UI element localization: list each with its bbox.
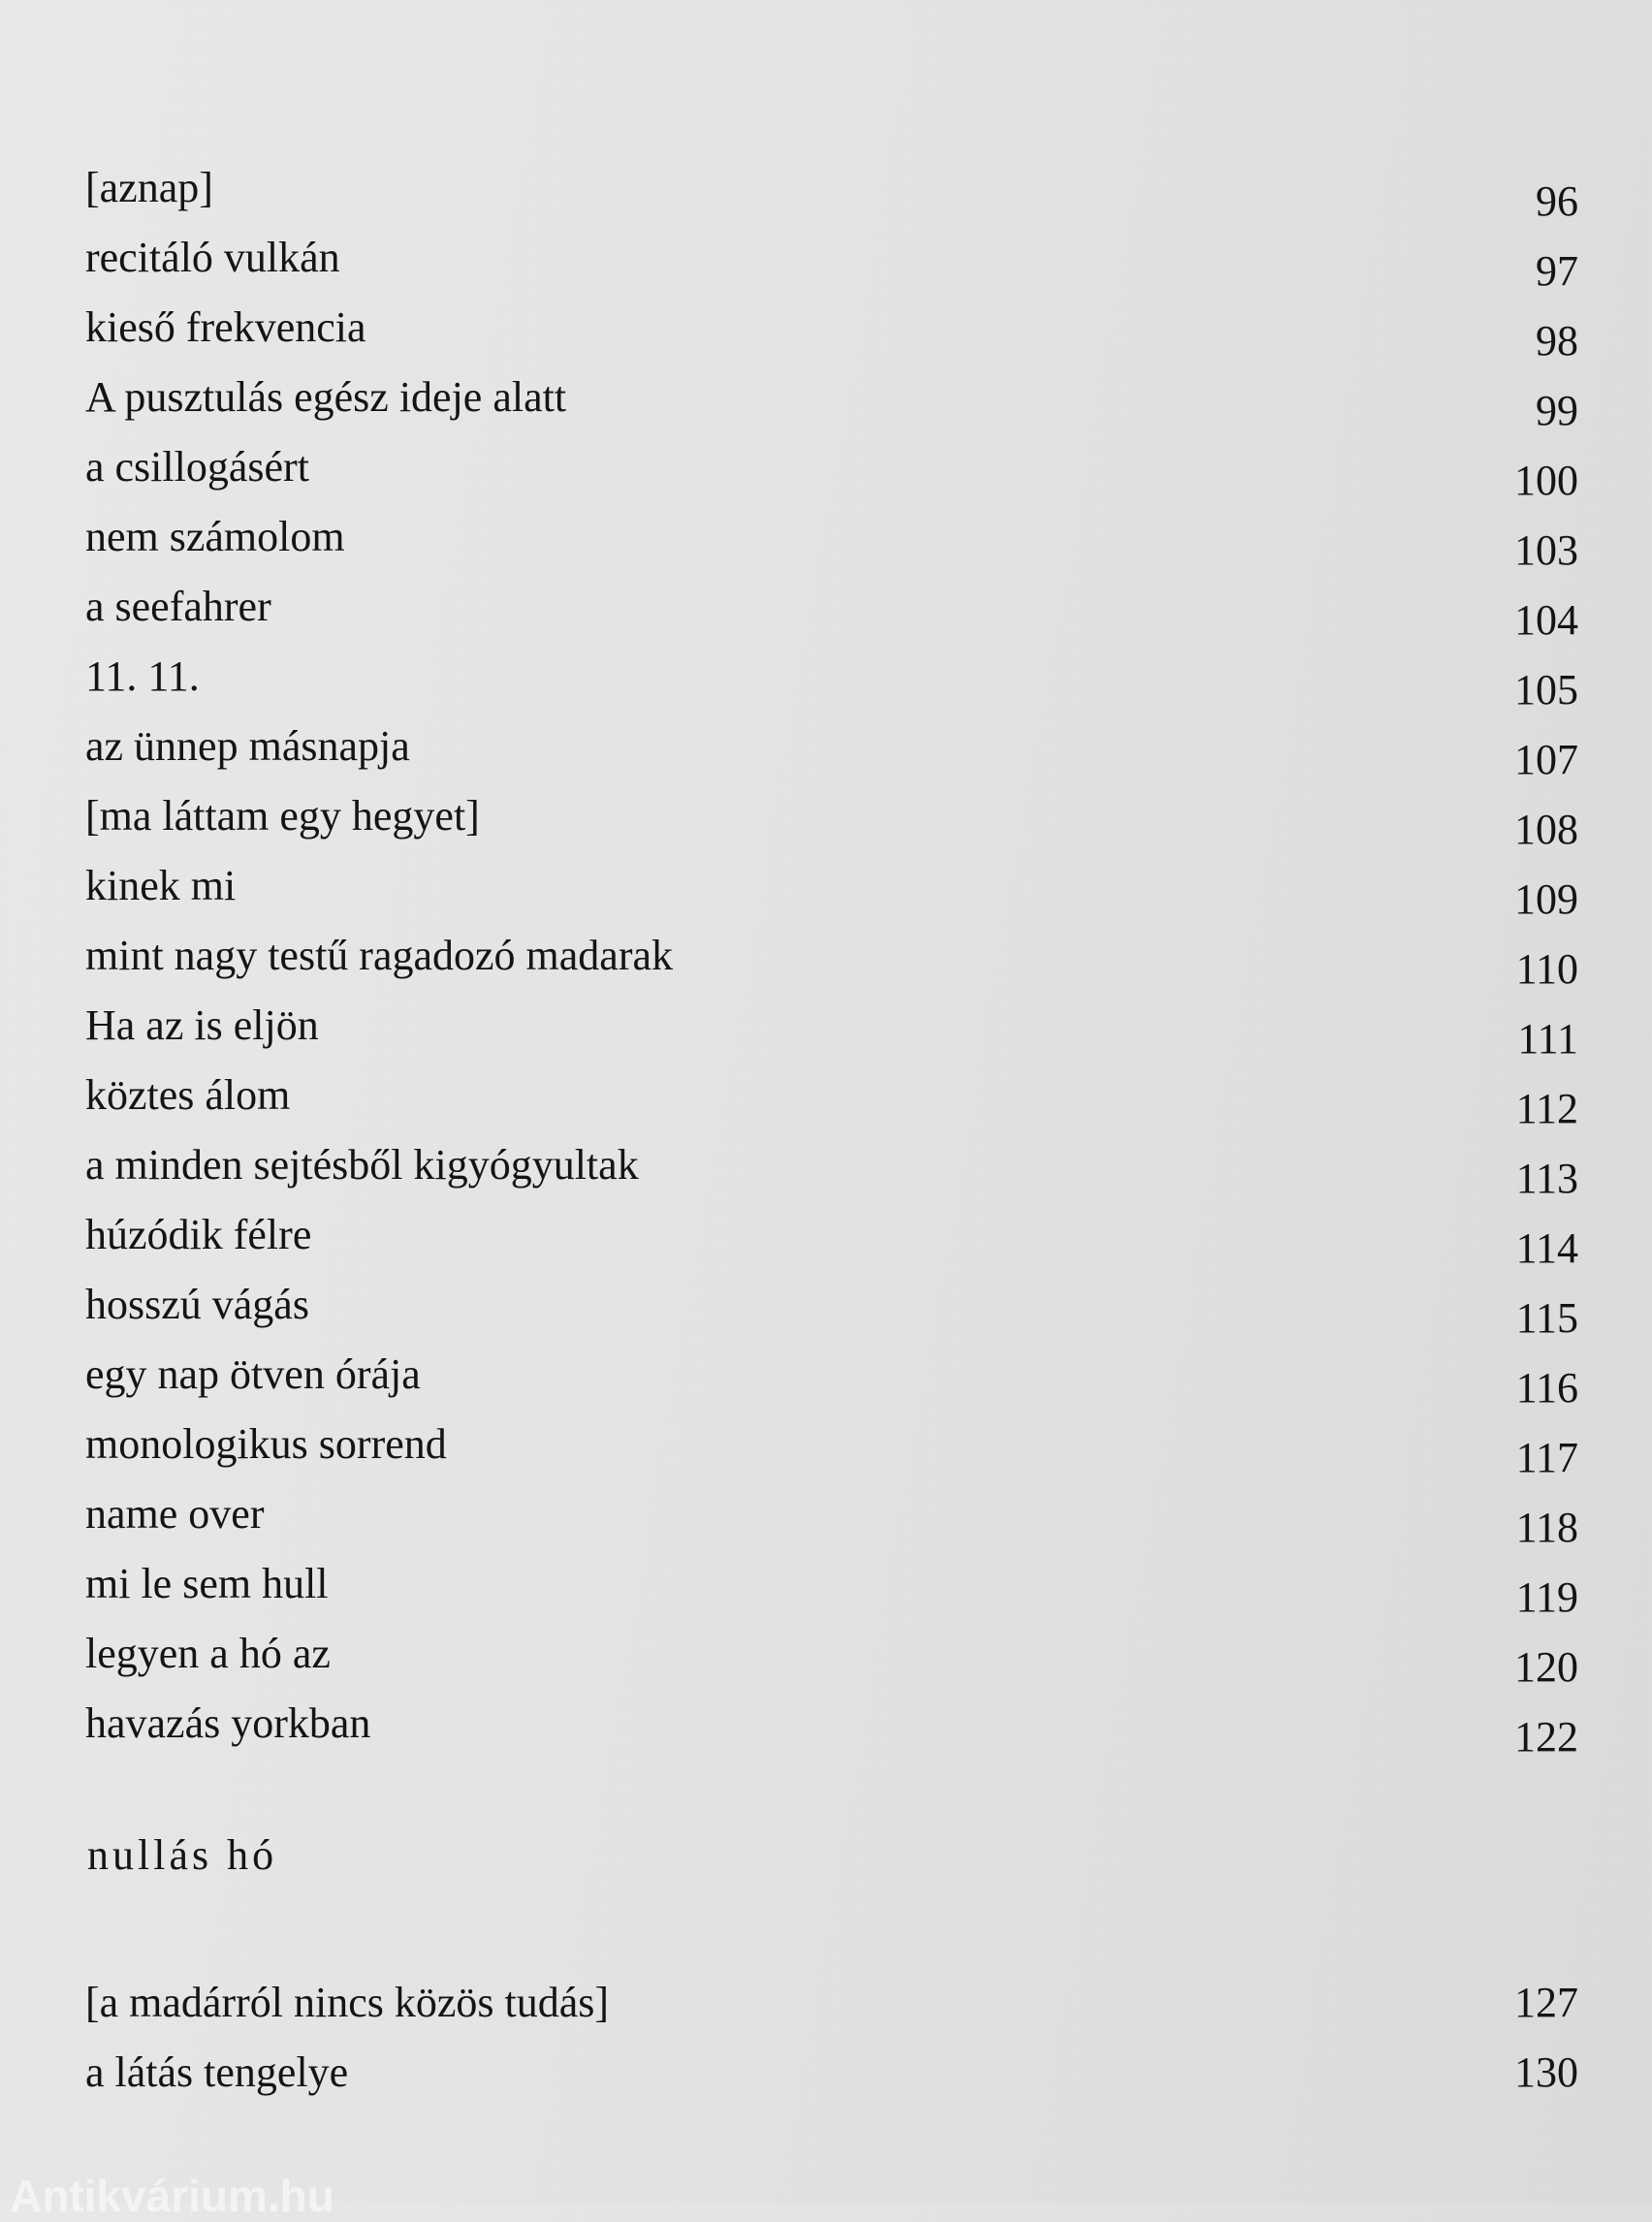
toc-entry <box>85 572 1578 642</box>
toc-entry <box>85 712 1578 781</box>
toc-title: köztes álom <box>85 1071 291 1119</box>
toc-entry <box>85 432 1578 502</box>
toc-page-number: 104 <box>1514 596 1578 644</box>
toc-page-number: 97 <box>1536 247 1578 295</box>
toc-entry <box>85 223 1578 293</box>
toc-page-number: 110 <box>1515 945 1578 993</box>
toc-entry <box>85 1200 1578 1270</box>
toc-title: egy nap ötven órája <box>85 1350 421 1398</box>
watermark: Antikvárium.hu <box>10 2171 334 2221</box>
toc-entry <box>85 1479 1578 1549</box>
toc-entry <box>85 1130 1578 1200</box>
toc-title: az ünnep másnapja <box>85 722 410 770</box>
toc-title: A pusztulás egész ideje alatt <box>85 373 567 421</box>
toc-page-number: 111 <box>1517 1015 1578 1063</box>
toc-entry <box>85 1549 1578 1619</box>
toc-page-number: 120 <box>1514 1643 1578 1691</box>
toc-title: recitáló vulkán <box>85 234 340 281</box>
toc-page-number: 105 <box>1514 666 1578 714</box>
toc-page-number: 119 <box>1515 1573 1578 1621</box>
toc-entry <box>85 363 1578 432</box>
toc-page-number: 112 <box>1515 1085 1578 1132</box>
toc-page-number: 115 <box>1515 1294 1578 1342</box>
toc-entry <box>85 851 1578 921</box>
toc-entry <box>85 921 1578 991</box>
toc-entry <box>85 1968 1578 2038</box>
toc-page-number: 107 <box>1514 736 1578 783</box>
table-of-contents <box>85 153 1578 1759</box>
toc-title: hosszú vágás <box>85 1281 309 1328</box>
toc-title: 11. 11. <box>85 652 200 700</box>
toc-title: húzódik félre <box>85 1211 312 1258</box>
toc-page-number: 96 <box>1536 177 1578 225</box>
toc-entry <box>85 1619 1578 1689</box>
toc-page-number: 108 <box>1514 806 1578 853</box>
toc-title: a seefahrer <box>85 583 271 630</box>
toc-entry <box>85 153 1578 223</box>
toc-page-number: 114 <box>1515 1224 1578 1272</box>
toc-entry <box>85 293 1578 363</box>
toc-page-number: 116 <box>1515 1364 1578 1412</box>
toc-title: [a madárról nincs közös tudás] <box>85 1979 610 2026</box>
toc-title: a minden sejtésből kigyógyultak <box>85 1141 639 1189</box>
toc-page-number: 98 <box>1536 317 1578 365</box>
toc-entry <box>85 991 1578 1061</box>
toc-entry <box>85 781 1578 851</box>
toc-page-number: 99 <box>1536 387 1578 434</box>
toc-page-number: 127 <box>1514 1979 1578 2026</box>
toc-title: [aznap] <box>85 164 213 211</box>
toc-title: mint nagy testű ragadozó madarak <box>85 932 674 979</box>
toc-page-number: 122 <box>1514 1713 1578 1761</box>
toc-entry <box>85 1410 1578 1479</box>
toc-title: kieső frekvencia <box>85 303 366 351</box>
toc-title: legyen a hó az <box>85 1630 331 1677</box>
toc-page-number: 113 <box>1515 1155 1578 1202</box>
toc-title: mi le sem hull <box>85 1560 329 1607</box>
section-table-of-contents <box>85 1968 1578 2108</box>
toc-page-number: 103 <box>1514 526 1578 574</box>
toc-title: [ma láttam egy hegyet] <box>85 792 480 840</box>
toc-entry <box>85 1689 1578 1759</box>
toc-title: havazás yorkban <box>85 1699 371 1747</box>
toc-page-number: 117 <box>1515 1434 1578 1481</box>
toc-title: Ha az is eljön <box>85 1001 319 1049</box>
toc-title: a látás tengelye <box>85 2048 349 2096</box>
toc-page-number: 130 <box>1514 2048 1578 2096</box>
toc-page-number: 100 <box>1514 457 1578 504</box>
toc-entry <box>85 2038 1578 2108</box>
toc-page-number: 109 <box>1514 875 1578 923</box>
section-heading: nullás hó <box>87 1831 278 1879</box>
toc-title: name over <box>85 1490 265 1538</box>
toc-title: nem számolom <box>85 513 345 560</box>
toc-title: kinek mi <box>85 862 237 909</box>
toc-title: monologikus sorrend <box>85 1420 447 1468</box>
toc-entry <box>85 1061 1578 1130</box>
toc-entry <box>85 1270 1578 1340</box>
toc-page-number: 118 <box>1515 1504 1578 1551</box>
toc-title: a csillogásért <box>85 443 309 491</box>
toc-entry <box>85 642 1578 712</box>
toc-entry <box>85 502 1578 572</box>
toc-entry <box>85 1340 1578 1410</box>
